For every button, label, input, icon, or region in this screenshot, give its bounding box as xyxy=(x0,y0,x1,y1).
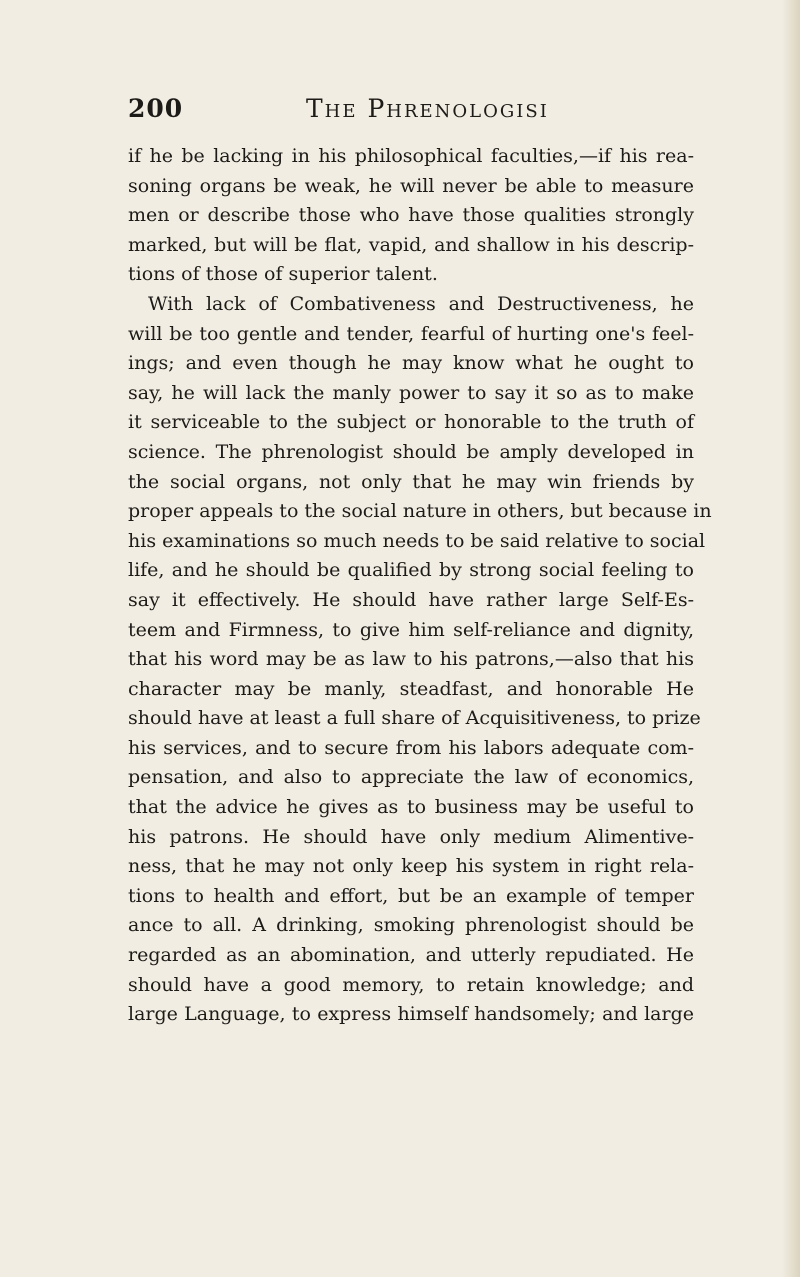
page-edge-shadow xyxy=(782,0,800,1277)
text-line: ance to all. A drinking, smoking phrenologist should be xyxy=(128,914,694,937)
text-line: large Language, to express himself handsomely; and large xyxy=(128,1003,694,1026)
text-line: the social organs, not only that he may win friends by xyxy=(128,470,694,493)
text-line: will be too gentle and tender, fearful of hurting one's feel- xyxy=(128,322,694,345)
text-line: his patrons. He should have only medium Alimentive- xyxy=(128,825,694,848)
text-line: should have a good memory, to retain knowledge; and xyxy=(128,973,694,996)
text-line: his examinations so much needs to be said relative to social xyxy=(128,529,706,552)
text-line: ings; and even though he may know what he ought to xyxy=(128,352,694,375)
text-line: life, and he should be qualified by strong social feeling to xyxy=(128,559,694,582)
text-line: tions to health and effort, but be an example of temper xyxy=(128,884,694,907)
text-line: proper appeals to the social nature in others, but because in xyxy=(128,500,712,523)
text-line: teem and Firmness, to give him self-reliance and dignity, xyxy=(128,618,694,641)
page-number: 200 xyxy=(128,94,184,123)
text-line: if he be lacking in his philosophical faculties,—if his rea- xyxy=(128,145,694,167)
text-line: pensation, and also to appreciate the law of economics, xyxy=(128,766,694,789)
page-header xyxy=(128,94,706,134)
text-line: his services, and to secure from his labors adequate com- xyxy=(128,736,694,759)
text-line: marked, but will be flat, vapid, and shallow in his descrip- xyxy=(128,233,694,256)
text-line: it serviceable to the subject or honorable to the truth of xyxy=(128,411,694,434)
text-line: science. The phrenologist should be amply developed in xyxy=(128,440,694,463)
text-line: With lack of Combativeness and Destructiveness, he xyxy=(148,292,694,315)
running-title: The Phrenologisi xyxy=(306,94,549,123)
text-line: say, he will lack the manly power to say it so as to make xyxy=(128,381,694,404)
text-line: should have at least a full share of Acquisitiveness, to prize xyxy=(128,707,701,730)
text-line: that the advice he gives as to business may be useful to xyxy=(128,796,694,819)
text-line: soning organs be weak, he will never be able to measure xyxy=(128,174,694,197)
text-line: men or describe those who have those qualities strongly xyxy=(128,204,694,227)
text-line: that his word may be as law to his patrons,—also that his xyxy=(128,648,694,671)
text-line: character may be manly, steadfast, and honorable He xyxy=(128,677,694,700)
text-line: regarded as an abomination, and utterly repudiated. He xyxy=(128,944,694,967)
text-line: ness, that he may not only keep his system in right rela- xyxy=(128,855,694,878)
body-text xyxy=(128,142,712,1030)
text-line: say it effectively. He should have rather large Self-Es- xyxy=(128,588,694,611)
text-line: tions of those of superior talent. xyxy=(128,263,438,286)
